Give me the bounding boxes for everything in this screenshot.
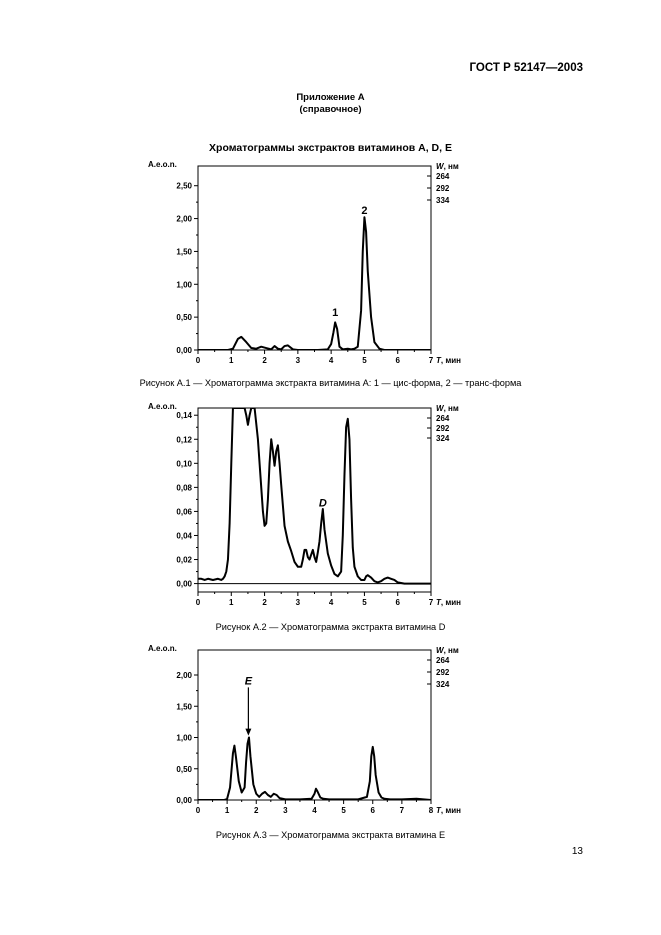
y-tick-label: 2,00: [176, 671, 192, 680]
chart-a2: [140, 398, 480, 621]
x-tick-label: 3: [283, 806, 288, 815]
x-axis-label: T, мин: [436, 806, 462, 815]
y-tick-label: 0,14: [176, 411, 192, 421]
appendix-heading: [0, 92, 661, 116]
wavelength-value: 324: [436, 680, 450, 689]
x-tick-label: 5: [341, 806, 346, 815]
y-tick-label: 0,12: [176, 435, 192, 445]
wavelength-value: 292: [436, 668, 450, 677]
appendix-subtitle: (справочное): [299, 104, 362, 115]
x-tick-label: 1: [224, 806, 230, 815]
x-tick-label: 4: [312, 806, 317, 815]
x-tick-label: 2: [254, 806, 259, 815]
chromatogram-line: [198, 408, 431, 584]
x-tick-label: 7: [399, 806, 405, 815]
y-tick-label: 2,00: [176, 214, 192, 224]
y-tick-label: 0,50: [176, 764, 192, 774]
y-tick-label: 0,00: [176, 346, 192, 355]
x-tick-label: 7: [428, 598, 434, 607]
x-tick-label: 8: [428, 806, 434, 815]
y-axis-label: A.e.o.n.: [148, 160, 177, 169]
chromatogram-line: [198, 738, 431, 801]
x-tick-label: 2: [262, 598, 267, 607]
appendix-title: Приложение А: [296, 92, 365, 103]
chromatogram-line: [198, 217, 431, 350]
chart-a3: [140, 644, 480, 829]
chart-a3-svg: [140, 644, 480, 824]
y-tick-label: 0,04: [176, 531, 192, 541]
y-tick-label: 0,08: [176, 483, 192, 493]
wavelength-label: W, нм: [436, 404, 459, 413]
wavelength-label: W, нм: [436, 162, 459, 171]
peak-arrow-head: [245, 729, 251, 736]
y-axis-label: A.e.o.n.: [148, 402, 177, 411]
chart-a1: [140, 160, 480, 377]
x-axis-label: T, мин: [436, 356, 462, 365]
y-tick-label: 1,00: [176, 733, 192, 743]
wavelength-label: W, нм: [436, 646, 459, 655]
peak-label: 2: [361, 204, 368, 217]
x-tick-label: 0: [195, 598, 201, 607]
y-tick-label: 1,50: [176, 247, 192, 257]
x-tick-label: 1: [229, 598, 234, 607]
y-tick-label: 2,50: [176, 181, 192, 191]
x-tick-label: 4: [328, 356, 334, 365]
main-title: Хроматограммы экстрактов витаминов A, D, E: [209, 142, 452, 154]
x-tick-label: 4: [328, 598, 334, 607]
x-tick-label: 2: [262, 356, 267, 365]
y-tick-label: 0,00: [176, 796, 192, 805]
peak-label: 1: [332, 306, 339, 319]
y-tick-label: 0,50: [176, 313, 192, 323]
x-tick-label: 3: [295, 356, 301, 365]
wavelength-value: 324: [436, 434, 450, 443]
standard-number: ГОСТ Р 52147—2003: [469, 62, 583, 74]
x-axis-label: T, мин: [436, 598, 462, 607]
wavelength-value: 264: [436, 656, 450, 665]
x-tick-label: 0: [195, 806, 201, 815]
wavelength-value: 292: [436, 184, 450, 193]
x-tick-label: 6: [370, 806, 375, 815]
peak-label: E: [244, 675, 253, 688]
plot-frame: [198, 166, 431, 350]
y-tick-label: 0,02: [176, 555, 192, 565]
peak-label: D: [318, 497, 327, 510]
wavelength-value: 334: [436, 196, 450, 205]
x-tick-label: 3: [295, 598, 301, 607]
y-tick-label: 0,06: [176, 507, 192, 517]
x-tick-label: 1: [229, 356, 234, 365]
wavelength-value: 264: [436, 414, 450, 423]
y-tick-label: 0,00: [176, 579, 192, 589]
x-tick-label: 6: [395, 598, 400, 607]
caption-a1: Рисунок А.1 — Хроматограмма экстракта витамина А: 1 — цис-форма, 2 — транс-форма: [139, 378, 522, 388]
chart-a2-svg: [140, 398, 480, 616]
x-tick-label: 7: [428, 356, 434, 365]
chart-a1-svg: [140, 160, 480, 372]
y-axis-label: A.e.o.n.: [148, 644, 177, 653]
wavelength-value: 292: [436, 424, 450, 433]
x-tick-label: 5: [362, 356, 367, 365]
x-tick-label: 5: [362, 598, 367, 607]
wavelength-value: 264: [436, 172, 450, 181]
caption-a2: Рисунок А.2 — Хроматограмма экстракта витамина D: [215, 622, 446, 632]
page-number: 13: [571, 846, 583, 857]
caption-a3: Рисунок А.3 — Хроматограмма экстракта витамина Е: [215, 830, 446, 840]
x-tick-label: 6: [395, 356, 400, 365]
y-tick-label: 1,00: [176, 280, 192, 290]
plot-frame: [198, 650, 431, 800]
y-tick-label: 0,10: [176, 459, 192, 469]
y-tick-label: 1,50: [176, 702, 192, 712]
x-tick-label: 0: [195, 356, 201, 365]
